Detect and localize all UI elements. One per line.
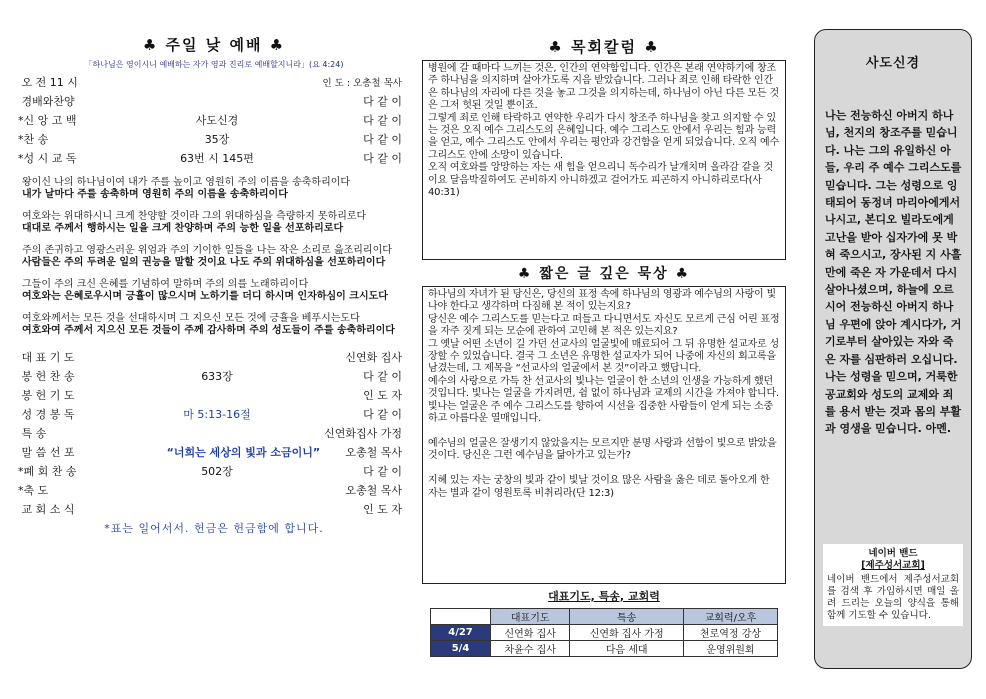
order-row <box>18 499 410 518</box>
order-item-leader: 다 같 이 <box>363 464 402 478</box>
leader-line: 주의 존귀하고 영광스러운 위엄과 주의 기이한 일들을 나는 작은 소리로 읊조리리이다 <box>22 245 392 256</box>
order-item-leader: 다 같 이 <box>363 94 402 108</box>
meditation-paragraph: 당신은 예수 그리스도를 믿는다고 떠들고 다니면서도 자신도 모르게 근심 어린 표정을 자주 짓게 되는 모순에 관하여 고민해 본 적은 있는지요? <box>428 313 780 338</box>
order-item-label: *찬 송 <box>18 132 49 146</box>
responsive-pair <box>18 279 410 303</box>
responsive-pair <box>18 313 410 337</box>
congregation-line: 내가 날마다 주를 송축하며 영원히 주의 이름을 송축하리이다 <box>22 189 288 200</box>
order-item-label: *폐 회 찬 송 <box>18 464 77 478</box>
order-item-leader: 다 같 이 <box>363 132 402 146</box>
worship-order-column <box>18 0 410 536</box>
leader-line: 여호와는 위대하시니 크게 찬양할 것이라 그의 위대하심을 측량하지 못하리로다 <box>22 211 367 222</box>
schedule-row <box>431 641 778 657</box>
column-title: ♣ 목회칼럼 ♣ <box>548 38 660 56</box>
creed-panel <box>814 29 972 669</box>
order-row <box>18 72 410 91</box>
order-item-leader: 신연화집사 가정 <box>324 426 402 440</box>
order-item-leader: 다 같 이 <box>363 369 402 383</box>
column-paragraph: 병원에 갈 때마다 느끼는 것은, 인간의 연약함입니다. 인간은 본래 연약하기에 창조주 하나님을 의지하며 살아가도록 지음 받았습니다. 그러나 죄로 인해 타락한 인간은 하나님의 자리에 다른 것을 놓고 그것을 의지하는데, 하나님이 아닌 다른 모든 것은 그저 헛된 것일 뿐이죠. <box>428 63 779 112</box>
column-paragraph: 그렇게 죄로 인해 타락하고 연약한 우리가 다시 창조주 하나님을 찾고 의지할 수 있는 것은 오직 예수 그리스도의 은혜입니다. 예수 그리스도 안에서 우리는 힘과 능력을 얻고, 예수 그리스도 안에서 우리는 평안과 강건함을 얻게 되었습니다. 오직 예수 그리스도 안에 소망이 있습니다. <box>428 112 779 161</box>
order-item-detail: “너희는 세상의 빛과 소금이니” <box>166 445 321 459</box>
order-item-detail: 502장 <box>201 464 233 478</box>
order-bottom-list <box>18 347 410 518</box>
schedule-header-cell: 대표기도 <box>491 609 570 625</box>
schedule-header-row <box>431 609 778 625</box>
congregation-line: 여호와여 주께서 지으신 모든 것들이 주께 감사하며 주의 성도들이 주를 송축하리이다 <box>22 325 395 336</box>
schedule-cell: 운영위원회 <box>683 641 777 657</box>
order-row <box>18 91 410 110</box>
meditation-paragraph: 하나님의 자녀가 된 당신은, 당신의 표정 속에 하나님의 영광과 예수님의 사랑이 빛나야 한다고 생각하며 다짐해 본 적이 있는지요? <box>428 289 776 313</box>
meditation-paragraph <box>428 463 780 475</box>
schedule-cell: 천로역정 강상 <box>683 625 777 641</box>
order-item-label: 봉 헌 기 도 <box>18 388 75 402</box>
order-row <box>18 442 410 461</box>
order-item-leader: 인 도 자 <box>363 502 402 516</box>
naver-band-box <box>823 544 963 626</box>
order-item-detail: 35장 <box>204 132 230 146</box>
creed-text: 나는 전능하신 아버지 하나님, 천지의 창조주를 믿습니다. 나는 그의 유일하신 아들, 우리 주 예수 그리스도를 믿습니다. 그는 성령으로 잉태되어 동정녀 마리아에게서 나시고, 본디오 빌라도에게 고난을 받아 십자가에 못 박혀 죽으시고, 장사된 지 사흘 만에 죽은 자 가운데서 다시 살아나셨으며, 하늘에 오르시어 전능하신 아버지 하나님 우편에 앉아 계시다가, 거기로부터 살아있는 자와 죽은 자를 심판하러 오십니다. 나는 성령을 믿으며, 거룩한 공교회와 성도의 교제와 죄를 용서 받는 것과 몸의 부활과 영생을 믿습니다. 아멘. <box>825 109 962 436</box>
leader-line: 그들이 주의 크신 은혜를 기념하여 말하며 주의 의를 노래하리이다 <box>22 279 309 290</box>
order-top-list <box>18 72 410 167</box>
order-item-leader: 다 같 이 <box>363 113 402 127</box>
order-item-leader: 다 같 이 <box>363 151 402 165</box>
responsive-pair <box>18 177 410 201</box>
leader-line: 왕이신 나의 하나님이여 내가 주를 높이고 영원히 주의 이름을 송축하리이다 <box>22 177 351 188</box>
responsive-pair <box>18 245 410 269</box>
band-text: 네이버 밴드에서 제주성서교회를 검색 후 가입하시면 매일 올려 드리는 오늘의 양식을 통해 함께 기도할 수 있습니다. <box>827 574 959 621</box>
schedule-header-cell <box>431 609 491 625</box>
order-row <box>18 110 410 129</box>
order-item-label: 성 경 봉 독 <box>18 407 75 421</box>
order-row <box>18 148 410 167</box>
order-item-label: 말 씀 선 포 <box>18 445 75 459</box>
order-row <box>18 404 410 423</box>
order-item-detail: 사도신경 <box>195 113 239 127</box>
congregation-line: 대대로 주께서 행하시는 일을 크게 찬양하며 주의 능한 일을 선포하리로다 <box>22 223 344 234</box>
band-title: 네이버 밴드 <box>868 548 918 559</box>
order-item-leader: 오총철 목사 <box>345 483 402 497</box>
schedule-date: 4/27 <box>431 625 491 641</box>
order-item-label: *성 시 교 독 <box>18 151 77 165</box>
schedule-cell: 차윤수 집사 <box>491 641 570 657</box>
order-item-detail: 633장 <box>201 369 233 383</box>
order-item-label: 특 송 <box>18 426 47 440</box>
schedule-cell: 신연화 집사 가정 <box>570 625 683 641</box>
schedule-header-cell: 교회력/오후 <box>683 609 777 625</box>
schedule-date: 5/4 <box>431 641 491 657</box>
schedule-body <box>431 625 778 657</box>
leader-line: 여호와께서는 모든 것을 선대하시며 그 지으신 모든 것에 긍휼을 베푸시는도다 <box>22 313 360 324</box>
schedule-header-cell: 특송 <box>570 609 683 625</box>
order-row <box>18 480 410 499</box>
order-item-leader: 다 같 이 <box>363 407 402 421</box>
congregation-line: 사람들은 주의 두려운 일의 권능을 말할 것이요 나도 주의 위대하심을 선포하리이다 <box>22 257 386 268</box>
order-row <box>18 366 410 385</box>
order-item-label: 대 표 기 도 <box>18 350 75 364</box>
order-item-leader: 인 도 자 <box>363 388 402 402</box>
pastoral-column-text <box>428 63 780 199</box>
order-item-detail: 마 5:13-16절 <box>183 407 251 421</box>
order-item-label: 경배와찬양 <box>18 94 75 108</box>
meditation-title: ♣ 짧은 글 깊은 묵상 ♣ <box>517 266 691 282</box>
schedule-title: 대표기도, 특송, 교회력 <box>548 590 660 603</box>
responsive-pair <box>18 211 410 235</box>
schedule-cell: 다음 세대 <box>570 641 683 657</box>
order-item-label: 오 전 11 시 <box>18 75 78 89</box>
schedule-cell: 신연화 집사 <box>491 625 570 641</box>
responsive-reading <box>18 177 410 337</box>
order-item-label: *축 도 <box>18 483 49 497</box>
worship-verse: 「하나님은 영이시니 예배하는 자가 영과 진리로 예배할지니라」(요 4:24) <box>84 60 344 69</box>
pastoral-column-box <box>422 60 786 260</box>
schedule-row <box>431 625 778 641</box>
middle-column <box>422 0 786 657</box>
order-row <box>18 461 410 480</box>
meditation-paragraph: 예수의 사랑으로 가득 찬 선교사의 빛나는 얼굴이 한 소년의 인생을 가능하게 했던 것입니다. 빛나는 얼굴을 가지려면, 쉼 없이 하나님과 교제의 시간을 가져야 합니다. 빛나는 얼굴은 주 예수 그리스도를 향하여 시선을 집중한 사람들이 얻게 되는 소중하고 아름다운 열매입니다. <box>428 375 779 425</box>
column-paragraph: 오직 여호와를 앙망하는 자는 새 힘을 얻으리니 독수리가 날개치며 올라감 같을 것이요 달음박질하여도 곤비하지 아니하겠고 걸어가도 피곤하지 아니하리로다(사 40:31) <box>428 162 773 199</box>
order-item-detail: 63번 시 145편 <box>180 151 254 165</box>
order-row <box>18 347 410 366</box>
meditation-paragraph: 그 옛날 어떤 소년이 길 가던 선교사의 얼굴빛에 매료되어 그 뒤 유명한 설교자로 성장할 수 있었습니다. 결국 그 소년은 유명한 설교자가 되어 나중에 자신의 회고록을 남겼는데, 그 제목을 “선교사의 얼굴에서 본 것”이라고 했답니다. <box>428 338 779 375</box>
meditation-box <box>422 286 786 584</box>
order-item-leader: 오총철 목사 <box>345 445 402 459</box>
congregation-line: 여호와는 은혜로우시며 긍휼이 많으시며 노하기를 더디 하시며 인자하심이 크시도다 <box>22 291 388 302</box>
meditation-paragraph: 지혜 있는 자는 궁창의 빛과 같이 빛날 것이요 많은 사람을 옳은 데로 돌아오게 한 자는 별과 같이 영원토록 비취리라(단 12:3) <box>428 475 770 499</box>
order-item-leader: 신연화 집사 <box>345 350 402 364</box>
order-item-label: 교 회 소 식 <box>18 502 75 516</box>
meditation-paragraph <box>428 425 780 437</box>
footnote: *표는 일어서서. 헌금은 헌금함에 합니다. <box>104 522 324 535</box>
worship-title: ♣ 주일 낮 예배 ♣ <box>142 36 286 54</box>
order-item-label: *신 앙 고 백 <box>18 113 77 127</box>
order-item-leader: 인 도 : 오총철 목사 <box>322 77 402 89</box>
order-row <box>18 129 410 148</box>
creed-title: 사도신경 <box>865 56 921 71</box>
order-row <box>18 385 410 404</box>
meditation-text <box>428 289 780 500</box>
order-item-label: 봉 헌 찬 송 <box>18 369 75 383</box>
meditation-paragraph: 예수님의 얼굴은 잘생기지 않았을지는 모르지만 분명 사랑과 선함이 빛으로 밝았을 것이다. 당신은 그런 예수님을 닮아가고 있는가? <box>428 437 777 462</box>
order-row <box>18 423 410 442</box>
schedule-table <box>430 608 778 657</box>
band-subtitle: [제주성서교회] <box>861 560 925 571</box>
